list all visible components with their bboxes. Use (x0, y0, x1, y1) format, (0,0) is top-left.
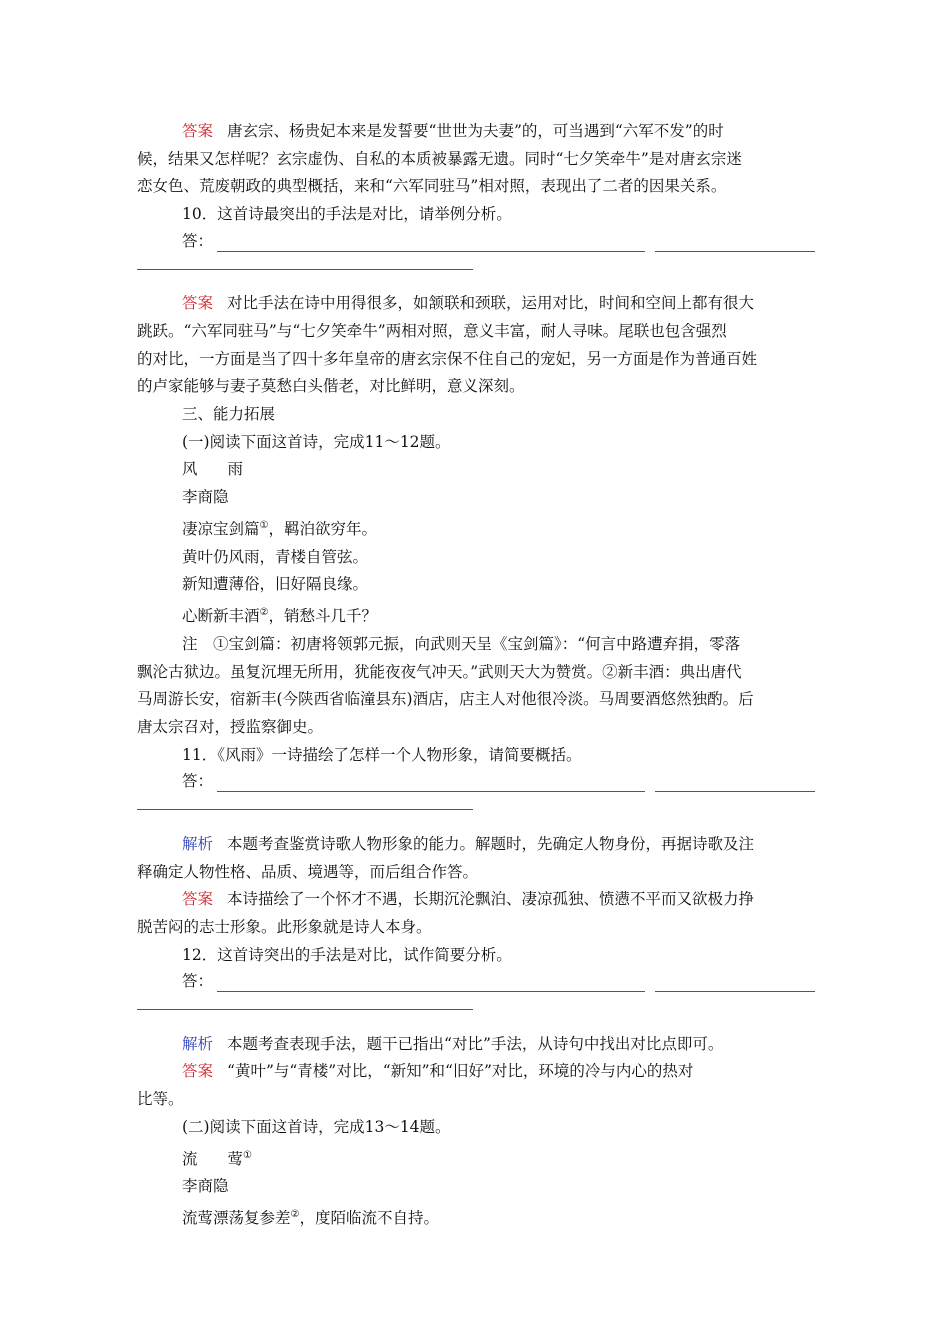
answer-tag: 答案 (182, 294, 214, 313)
explanation-11: 解析 本题考查鉴赏诗歌人物形象的能力。解题时，先确定人物身份，再据诗歌及注 (182, 834, 755, 853)
answer-rule (217, 991, 645, 992)
answer-rule (137, 809, 473, 810)
answer-tag: 答案 (182, 1062, 214, 1081)
explanation-tag: 解析 (182, 834, 214, 853)
answer-text: 比等。 (137, 1090, 184, 1109)
poem-line: 流莺漂荡复参差②，度陌临流不自持。 (182, 1209, 439, 1228)
answer-12: 答案 “黄叶”与“青楼”对比，“新知”和“旧好”对比，环境的冷与内心的热对 (182, 1062, 694, 1081)
document-page (137, 118, 815, 1233)
answer-blank-12[interactable] (137, 969, 815, 997)
section-heading: 三、能力拓展 (182, 405, 276, 423)
footnote-mark: ② (290, 1209, 300, 1221)
answer-blank-10[interactable] (137, 229, 815, 257)
answer-label: 答： (182, 972, 214, 991)
answer-11: 答案 本诗描绘了一个怀才不遇，长期沉沦飘泊、凄凉孤独、愤懑不平而又欲极力挣 (182, 890, 755, 909)
answer-rule (655, 791, 815, 792)
poem-author: 李商隐 (182, 1177, 229, 1196)
footnote-mark: ① (259, 519, 269, 531)
answer-rule (655, 991, 815, 992)
answer-tag: 答案 (182, 122, 214, 140)
answer-rule (655, 251, 815, 252)
answer-rule (137, 1009, 473, 1010)
poem-note: 飘沦古狱边。虽复沉埋无所用，犹能夜夜气冲天。”武则天大为赞赏。②新丰酒：典出唐代 (137, 662, 742, 681)
subsection-heading: (二)阅读下面这首诗，完成13～14题。 (182, 1117, 451, 1136)
answer-tag: 答案 (182, 890, 214, 909)
explanation-tag: 解析 (182, 1034, 214, 1053)
poem-author: 李商隐 (182, 488, 229, 507)
poem-note: 注 ①宝剑篇：初唐将领郭元振，向武则天呈《宝剑篇》：“何言中路遭弃捐，零落 (182, 634, 741, 653)
poem-line: 黄叶仍风雨，青楼自管弦。 (182, 547, 369, 566)
answer-text: 候，结果又怎样呢？玄宗虚伪、自私的本质被暴露无遗。同时“七夕笑牵牛”是对唐玄宗迷 (137, 149, 742, 168)
explanation-text: 释确定人物性格、品质、境遇等，而后组合作答。 (137, 862, 479, 881)
answer-text: 的对比，一方面是当了四十多年皇帝的唐玄宗保不住自己的宠妃，另一方面是作为普通百姓 (137, 349, 758, 368)
explanation-12: 解析 本题考查表现手法，题干已指出“对比”手法，从诗句中找出对比点即可。 (182, 1034, 724, 1053)
answer-text: 对比手法在诗中用得很多，如颔联和颈联，运用对比，时间和空间上都有很大 (227, 294, 755, 313)
answer-9 (137, 118, 815, 146)
footnote-mark: ② (259, 607, 269, 619)
poem-line: 新知遭薄俗，旧好隔良缘。 (182, 575, 369, 594)
poem-line: 凄凉宝剑篇①，羁泊欲穷年。 (182, 519, 377, 538)
poem-note: 马周游长安，宿新丰(今陕西省临潼县东)酒店，店主人对他很冷淡。马周要酒悠然独酌。后 (137, 690, 754, 709)
answer-rule (137, 269, 473, 270)
answer-text: 恋女色、荒废朝政的典型概括，来和“六军同驻马”相对照，表现出了二者的因果关系。 (137, 177, 727, 196)
poem-title: 流 莺① (182, 1149, 252, 1168)
answer-text: 跳跃。“六军同驻马”与“七夕笑牵牛”两相对照，意义丰富，耐人寻味。尾联也包含强烈 (137, 321, 727, 340)
answer-label: 答： (182, 231, 214, 250)
question-12: 12．这首诗突出的手法是对比，试作简要分析。 (182, 945, 512, 964)
footnote-mark: ① (243, 1149, 252, 1161)
poem-title: 风 雨 (182, 460, 244, 479)
poem-line: 心断新丰酒②，销愁斗几千？ (182, 607, 377, 626)
subsection-heading: (一)阅读下面这首诗，完成11～12题。 (182, 432, 451, 451)
answer-rule (217, 791, 645, 792)
answer-text: 的卢家能够与妻子莫愁白头偕老，对比鲜明，意义深刻。 (137, 377, 525, 396)
question-10: 10．这首诗最突出的手法是对比，请举例分析。 (182, 205, 512, 224)
answer-text: 脱苦闷的志士形象。此形象就是诗人本身。 (137, 917, 432, 936)
poem-note: 唐太宗召对，授监察御史。 (137, 718, 324, 737)
answer-text: 唐玄宗、杨贵妃本来是发誓要“世世为夫妻”的，可当遇到“六军不发”的时 (227, 122, 724, 140)
answer-label: 答： (182, 772, 214, 791)
answer-rule (217, 251, 645, 252)
question-11: 11．《风雨》一诗描绘了怎样一个人物形象，请简要概括。 (182, 745, 582, 764)
answer-blank-11[interactable] (137, 769, 815, 797)
answer-10 (137, 290, 815, 318)
